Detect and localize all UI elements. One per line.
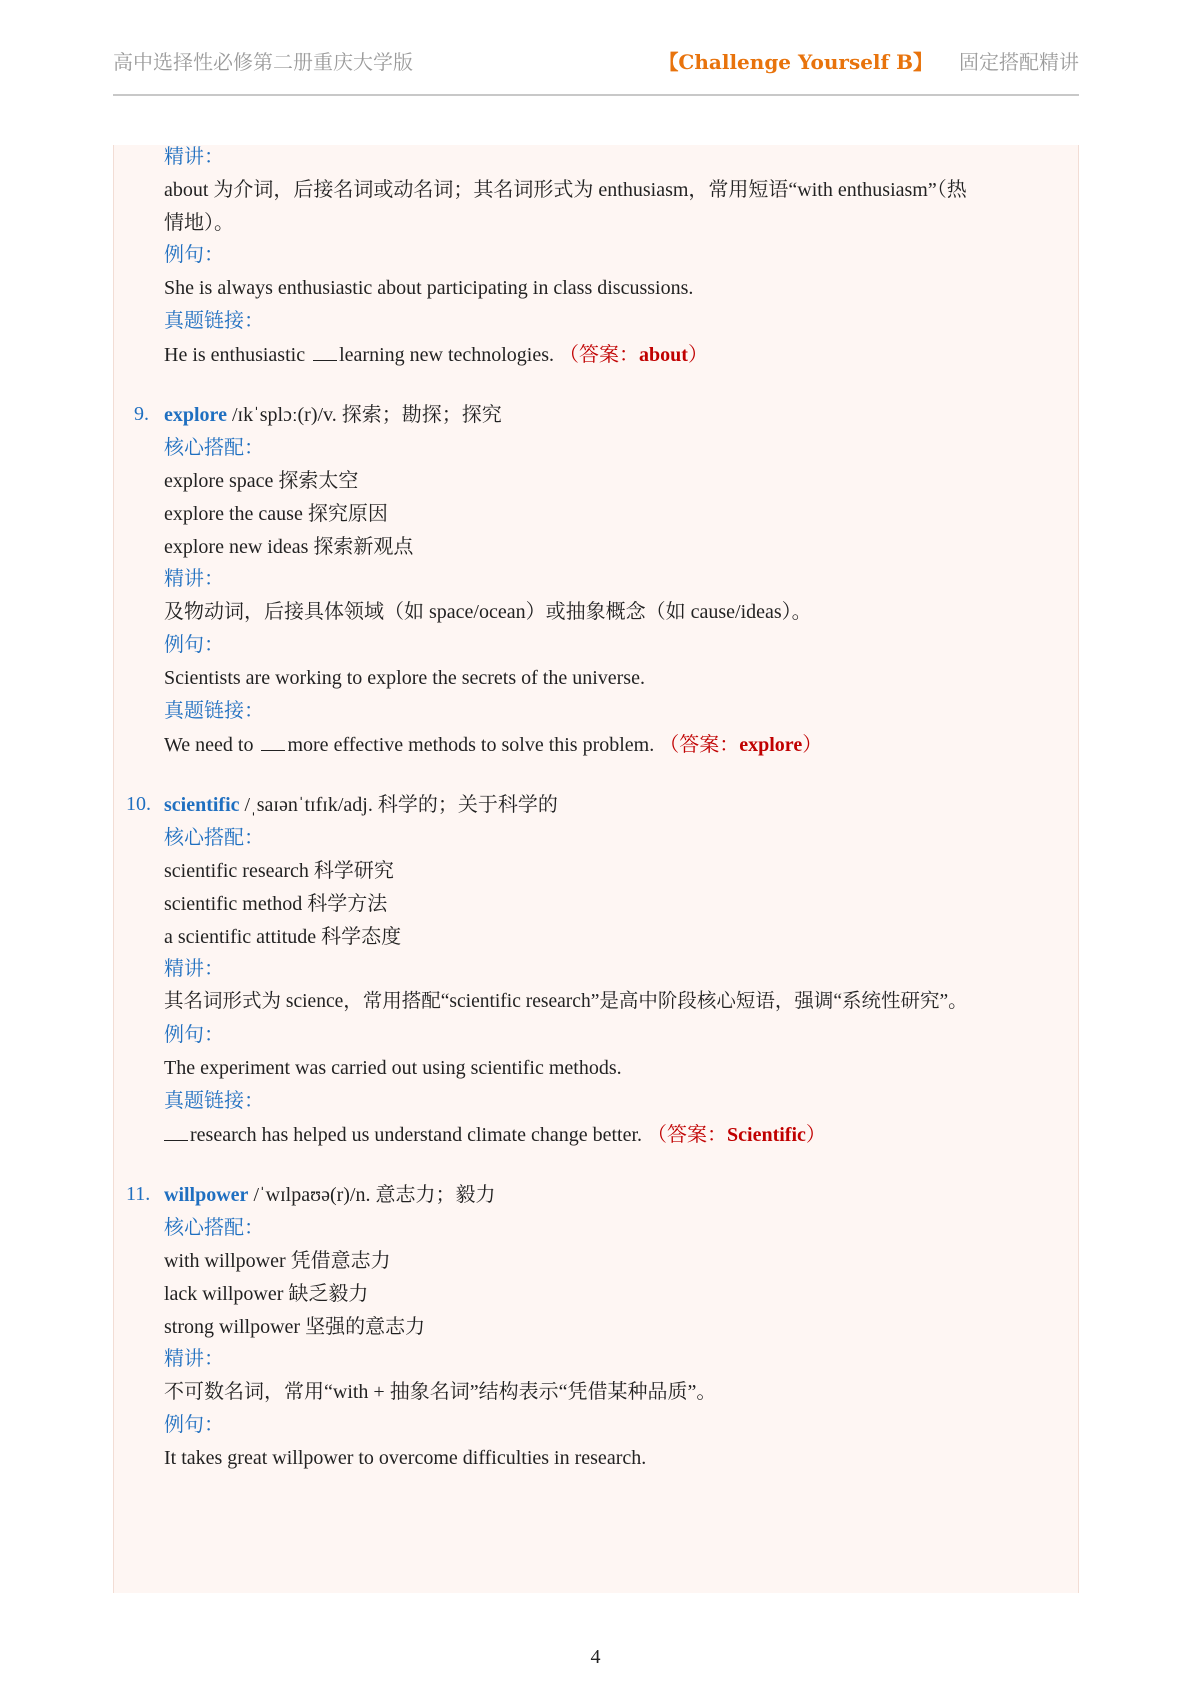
answer-prefix: （答案：: [559, 344, 640, 366]
page-number: 4: [590, 1646, 601, 1668]
collocation-label: 核心搭配：: [164, 1217, 264, 1239]
explain-label: 精讲：: [164, 958, 224, 980]
answer-suffix: ）: [805, 1124, 826, 1146]
exam-label: 真题链接：: [164, 1090, 264, 1112]
collocation-item: explore space 探索太空: [164, 470, 359, 492]
explain-text: 情地）。: [164, 212, 234, 234]
headword: scientific: [164, 794, 240, 816]
collocation-label: 核心搭配：: [164, 827, 264, 849]
answer: explore: [739, 734, 803, 756]
entry-number: 10.: [126, 793, 151, 815]
exam-text-after: learning new technologies.: [339, 344, 555, 366]
book-title: 高中选择性必修第二册重庆大学版: [113, 50, 413, 74]
exam-question: [164, 732, 822, 757]
entry-headline: [164, 793, 558, 817]
answer: Scientific: [727, 1124, 806, 1146]
explain-text: 其名词形式为 science，常用搭配“scientific research”是高中阶段核心短语，强调“系统性研究”。: [164, 991, 968, 1012]
exam-question: [164, 342, 708, 367]
example-sentence: It takes great willpower to overcome difficulties in research.: [164, 1447, 647, 1469]
answer-prefix: （答案：: [647, 1124, 728, 1146]
definition: /ˌsaɪənˈtɪfɪk/adj. 科学的；关于科学的: [239, 794, 558, 816]
answer-suffix: ）: [687, 344, 708, 366]
entry-headline: [164, 403, 502, 427]
example-sentence: Scientists are working to explore the secrets of the universe.: [164, 667, 645, 689]
header-right: [658, 46, 1079, 75]
headword: willpower: [164, 1184, 249, 1206]
exam-text-after: research has helped us understand climate change better.: [190, 1124, 643, 1146]
exam-text-after: more effective methods to solve this problem.: [287, 734, 655, 756]
explain-text: 不可数名词，常用“with + 抽象名词”结构表示“凭借某种品质”。: [164, 1381, 717, 1403]
definition: /ˈwɪlpaʊə(r)/n. 意志力；毅力: [248, 1184, 496, 1206]
exam-text-before: We need to: [164, 734, 259, 756]
example-sentence: The experiment was carried out using scientific methods.: [164, 1057, 622, 1079]
collocation-item: scientific method 科学方法: [164, 893, 388, 915]
example-label: 例句：: [164, 1414, 224, 1436]
exam-label: 真题链接：: [164, 310, 264, 332]
answer-prefix: （答案：: [659, 734, 740, 756]
entry-number: 11.: [126, 1183, 151, 1205]
entry-number: 9.: [134, 403, 149, 425]
headword: explore: [164, 404, 227, 426]
collocation-item: explore the cause 探究原因: [164, 503, 388, 525]
exam-text-before: He is enthusiastic: [164, 344, 311, 366]
collocation-label: 核心搭配：: [164, 437, 264, 459]
example-sentence: She is always enthusiastic about participating in class discussions.: [164, 277, 694, 299]
explain-text: about 为介词，后接名词或动名词；其名词形式为 enthusiasm，常用短语“with enthusiasm”（热: [164, 179, 967, 201]
challenge-label: 【Challenge Yourself B】: [658, 50, 933, 74]
collocation-item: scientific research 科学研究: [164, 860, 394, 882]
example-label: 例句：: [164, 1024, 224, 1046]
explain-text: 及物动词，后接具体领域（如 space/ocean）或抽象概念（如 cause/ideas）。: [164, 601, 812, 623]
definition: /ɪkˈsplɔː(r)/v. 探索；勘探；探究: [226, 404, 502, 426]
explain-label: 精讲：: [164, 1348, 224, 1370]
explain-label: 精讲：: [164, 568, 224, 590]
example-label: 例句：: [164, 244, 224, 266]
collocation-item: strong willpower 坚强的意志力: [164, 1316, 426, 1338]
answer-blank: [164, 1122, 188, 1141]
page-header: [113, 44, 1079, 96]
exam-question: [164, 1122, 826, 1147]
collocation-item: with willpower 凭借意志力: [164, 1250, 391, 1272]
explain-label: 精讲：: [164, 146, 224, 168]
exam-label: 真题链接：: [164, 700, 264, 722]
collocation-item: lack willpower 缺乏毅力: [164, 1283, 369, 1305]
collocation-item: a scientific attitude 科学态度: [164, 926, 402, 948]
section-title: 固定搭配精讲: [959, 50, 1079, 74]
content-panel: [113, 145, 1079, 1593]
answer-blank: [313, 342, 337, 361]
answer: about: [639, 344, 688, 366]
collocation-item: explore new ideas 探索新观点: [164, 536, 414, 558]
example-label: 例句：: [164, 634, 224, 656]
answer-suffix: ）: [802, 734, 823, 756]
answer-blank: [261, 732, 285, 751]
entry-headline: [164, 1183, 495, 1207]
